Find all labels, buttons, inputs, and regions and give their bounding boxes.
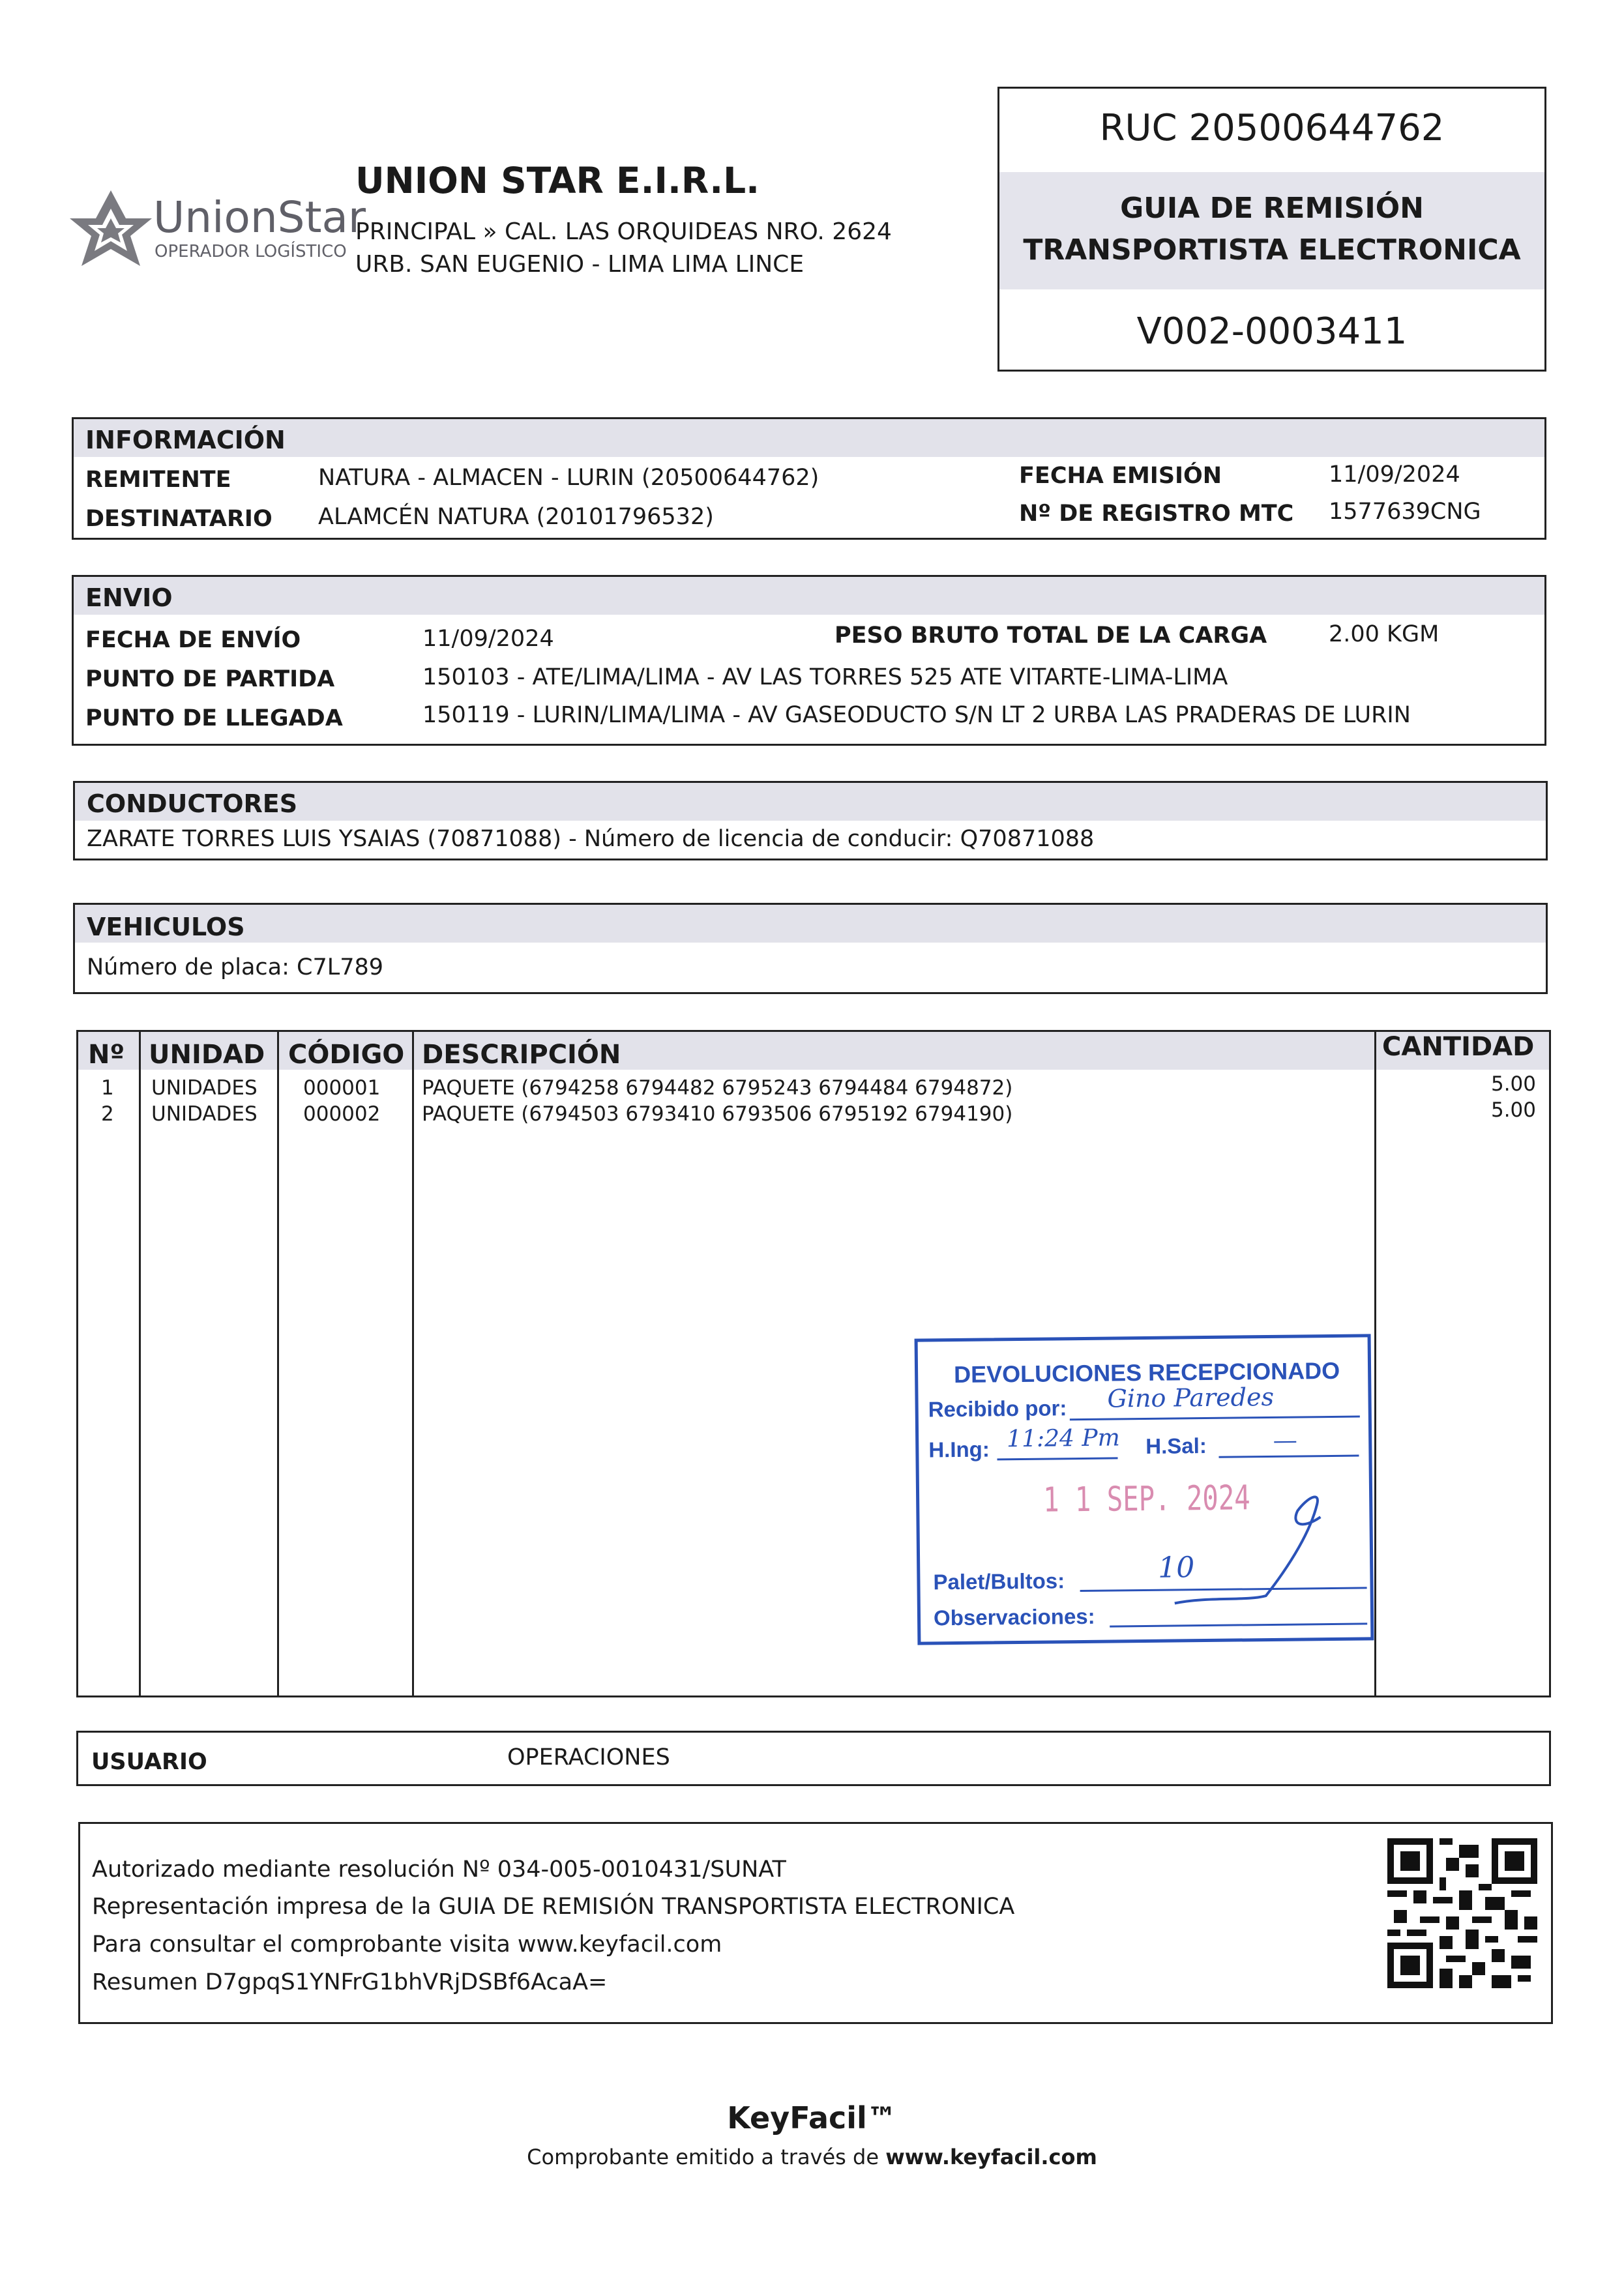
placa-value: Número de placa: C7L789 <box>87 954 384 980</box>
footer-note-prefix: Comprobante emitido a través de <box>527 2145 886 2169</box>
remitente-value: NATURA - ALMACEN - LURIN (20500644762) <box>318 465 819 491</box>
punto-partida-value: 150103 - ATE/LIMA/LIMA - AV LAS TORRES 525 ATE VITARTE-LIMA-LIMA <box>422 664 1228 690</box>
footer-brand: KeyFacil™ <box>727 2100 897 2136</box>
destinatario-value: ALAMCÉN NATURA (20101796532) <box>318 504 714 530</box>
footer-note <box>0 2145 1624 2169</box>
peso-bruto-label: PESO BRUTO TOTAL DE LA CARGA <box>834 623 1267 649</box>
usuario-label: USUARIO <box>91 1749 207 1775</box>
stamp-hsal-label: H.Sal: <box>1145 1433 1207 1458</box>
row-codigo: 000002 <box>303 1102 381 1126</box>
company-address-2: URB. SAN EUGENIO - LIMA LIMA LINCE <box>355 251 805 278</box>
logo-name: UnionStar <box>153 192 366 242</box>
stamp-title: DEVOLUCIONES RECEPCIONADO <box>953 1357 1340 1388</box>
qr-code-icon <box>1387 1838 1537 1988</box>
signature-icon <box>1167 1484 1338 1610</box>
legal-line-2: Representación impresa de la GUIA DE REMISIÓN TRANSPORTISTA ELECTRONICA <box>92 1894 1015 1920</box>
destinatario-label: DESTINATARIO <box>85 506 273 532</box>
company-name: UNION STAR E.I.R.L. <box>355 160 760 201</box>
conductores-section <box>73 781 1548 860</box>
doc-title-1: GUIA DE REMISIÓN <box>1120 192 1424 225</box>
stamp-palet-value: 10 <box>1157 1551 1195 1585</box>
registro-mtc-value: 1577639CNG <box>1329 499 1481 525</box>
legal-section <box>78 1822 1553 2024</box>
row-cantidad: 5.00 <box>1490 1072 1536 1096</box>
stamp-date: 1 1 SEP. 2024 <box>1042 1478 1250 1520</box>
row-cantidad: 5.00 <box>1490 1098 1536 1122</box>
vehiculos-section <box>73 903 1548 994</box>
fecha-envio-value: 11/09/2024 <box>422 626 554 652</box>
conductores-title: CONDUCTORES <box>87 789 298 818</box>
remitente-label: REMITENTE <box>85 467 231 493</box>
stamp-obs-label: Observaciones: <box>933 1604 1095 1630</box>
fecha-envio-label: FECHA DE ENVÍO <box>85 627 301 653</box>
ruc-number: RUC 20500644762 <box>1099 107 1445 149</box>
doc-title-2: TRANSPORTISTA ELECTRONICA <box>1023 233 1521 267</box>
document-id-box <box>997 87 1546 372</box>
envio-section <box>72 575 1546 746</box>
punto-llegada-value: 150119 - LURIN/LIMA/LIMA - AV GASEODUCTO S/N LT 2 URBA LAS PRADERAS DE LURIN <box>422 702 1411 728</box>
conductor-value: ZARATE TORRES LUIS YSAIAS (70871088) - Número de licencia de conducir: Q70871088 <box>87 826 1095 852</box>
header-n: Nº <box>88 1040 125 1070</box>
registro-mtc-label: Nº DE REGISTRO MTC <box>1019 501 1294 527</box>
stamp-hsal-value: — <box>1274 1428 1297 1453</box>
row-descripcion: PAQUETE (6794258 6794482 6795243 6794484 6794872) <box>422 1076 1013 1100</box>
legal-line-1: Autorizado mediante resolución Nº 034-005-0010431/SUNAT <box>92 1857 786 1883</box>
star-logo-icon <box>68 189 153 277</box>
header-cantidad: CANTIDAD <box>1382 1032 1535 1062</box>
doc-number: V002-0003411 <box>1136 310 1408 353</box>
envio-title: ENVIO <box>85 583 173 612</box>
company-logo <box>68 186 366 284</box>
vehiculos-title: VEHICULOS <box>87 913 245 941</box>
row-descripcion: PAQUETE (6794503 6793410 6793506 6795192 6794190) <box>422 1102 1013 1126</box>
usuario-section <box>76 1731 1551 1786</box>
header-unidad: UNIDAD <box>149 1040 265 1070</box>
fecha-emision-value: 11/09/2024 <box>1329 462 1460 488</box>
stamp-hing-label: H.Ing: <box>928 1437 990 1462</box>
peso-bruto-value: 2.00 KGM <box>1329 621 1439 647</box>
row-unidad: UNIDADES <box>151 1076 258 1100</box>
stamp-palet-label: Palet/Bultos: <box>933 1568 1065 1594</box>
punto-llegada-label: PUNTO DE LLEGADA <box>85 705 343 731</box>
usuario-value: OPERACIONES <box>507 1744 670 1770</box>
row-n: 1 <box>101 1076 114 1100</box>
stamp-hing-value: 11:24 Pm <box>1006 1424 1120 1453</box>
company-address-1: PRINCIPAL » CAL. LAS ORQUIDEAS NRO. 2624 <box>355 218 892 245</box>
fecha-emision-label: FECHA EMISIÓN <box>1019 463 1222 489</box>
row-n: 2 <box>101 1102 114 1126</box>
informacion-title: INFORMACIÓN <box>85 426 286 454</box>
legal-line-4: Resumen D7gpqS1YNFrG1bhVRjDSBf6AcaA= <box>92 1969 608 1995</box>
punto-partida-label: PUNTO DE PARTIDA <box>85 666 335 692</box>
informacion-section <box>72 417 1546 540</box>
header-descripcion: DESCRIPCIÓN <box>422 1040 621 1070</box>
reception-stamp <box>915 1334 1374 1645</box>
row-codigo: 000001 <box>303 1076 381 1100</box>
footer-link[interactable]: www.keyfacil.com <box>885 2145 1097 2169</box>
header-codigo: CÓDIGO <box>288 1040 405 1070</box>
row-unidad: UNIDADES <box>151 1102 258 1126</box>
stamp-recibido-label: Recibido por: <box>928 1396 1067 1422</box>
logo-tagline: OPERADOR LOGÍSTICO <box>155 242 347 261</box>
stamp-recibido-value: Gino Paredes <box>1107 1382 1275 1413</box>
legal-line-3: Para consultar el comprobante visita www.keyfacil.com <box>92 1931 722 1958</box>
